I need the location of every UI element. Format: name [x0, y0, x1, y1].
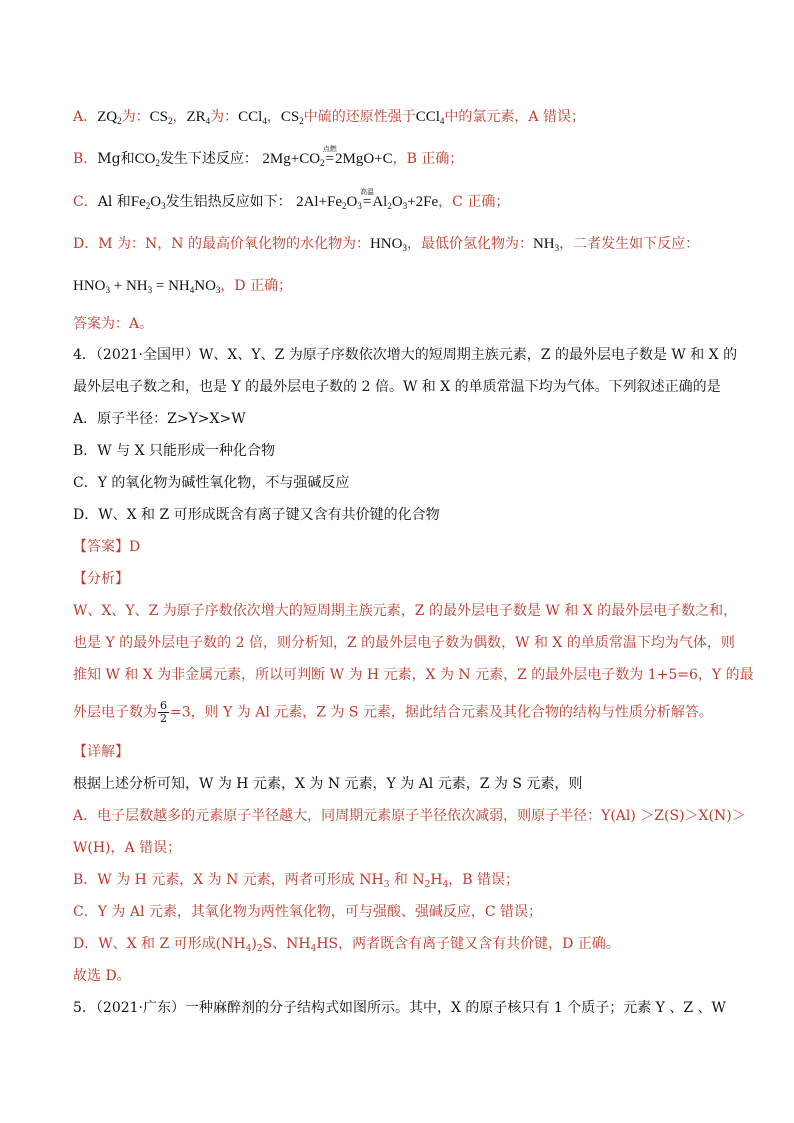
detail-line-0: 根据上述分析可知，W 为 H 元素，X 为 N 元素，Y 为 Al 元素，Z 为 S 元素，则 — [73, 776, 583, 792]
fraction: $\frac{6}{2}$ — [160, 699, 167, 725]
analysis-line-3: 推知 W 和 X 为非金属元素，所以可判断 W 为 H 元素，X 为 N 元素，Z 的最外层电子数为 1+5=6，Y 的最 — [73, 667, 754, 683]
text: M 为：N，N 的最高价氧化物的水化物为： — [98, 236, 370, 252]
option-d: D．W、X 和 Z 可形成既含有离子键又含有共价键的化合物 — [73, 507, 440, 523]
text: ，C 正确； — [438, 194, 510, 210]
question-5-line-1: 5．（2021·广东）一种麻醉剂的分子结构式如图所示。其中，X 的原子核只有 1 个质子；元素 Y 、Z 、W — [73, 1000, 726, 1016]
equation-mg-co2: $2Mg+CO_2$ 点燃 =2MgO+C — [262, 145, 393, 168]
equation-thermite: $2Al+Fe_2O_3$ 高温 $=Al_2O_3+2Fe$ — [296, 188, 439, 211]
text: 中的氯元素，A 错误； — [444, 109, 585, 125]
question-4-line-1: 4．（2021·全国甲）W、X、Y、Z 为原子序数依次增大的短周期主族元素，Z 的最外层电子数是 W 和 X 的 — [73, 347, 738, 363]
formula-ccl4: CCl$_4$ — [415, 109, 445, 126]
question-4-line-2: 最外层电子数之和，也是 Y 的最外层电子数的 2 倍。W 和 X 的单质常温下均为气体。下列叙述正确的是 — [73, 379, 721, 395]
option-label: B． — [73, 151, 98, 167]
text: ，B 正确； — [392, 151, 464, 167]
solution-equation-line — [73, 276, 292, 300]
solution-line-d — [73, 234, 699, 258]
answer-label: 【答案】 — [73, 539, 129, 555]
text: D．W、X 和 Z 可形成(NH — [73, 936, 246, 952]
answer-row — [73, 537, 140, 557]
text: B．W 为 H 元素，X 为 N 元素，两者可形成 NH — [73, 872, 384, 888]
text: ，最低价氢化物为： — [406, 236, 533, 252]
formula-cs2: $CS_2$ — [149, 109, 173, 126]
text: Al 和 — [97, 194, 131, 210]
detail-c: C．Y 为 Al 元素，其氧化物为两性氧化物，可与强酸、强碱反应，C 错误； — [73, 904, 543, 920]
analysis-line-2: 也是 Y 的最外层电子数的 2 倍，则分析知，Z 的最外层电子数为偶数，W 和 X 的单质常温下均为气体，则 — [73, 635, 735, 651]
detail-a-line-1: A．电子层数越多的元素原子半径越大，同周期元素原子半径依次减弱，则原子半径：Y(Al) ＞Z(S)＞X(N)＞ — [73, 808, 746, 824]
option-label: D． — [73, 236, 99, 252]
text: ， — [266, 109, 281, 125]
answer-value: D — [129, 539, 141, 555]
text: HS，两者既含有离子键又含有共价键，D 正确。 — [316, 936, 620, 952]
text: 为： — [210, 109, 239, 125]
solution-line-a — [73, 107, 585, 131]
text: 中硫的还原性强于 — [303, 109, 416, 125]
text: ，B 错误； — [448, 872, 520, 888]
formula-zq2: $ZQ_2$ — [97, 109, 122, 126]
conclusion: 故选 D。 — [73, 968, 131, 984]
reaction-arrow: 点燃 = — [322, 145, 337, 167]
option-label: A． — [73, 109, 98, 125]
formula-hno3: $HNO_3$ — [369, 236, 407, 253]
analysis-line-1: W、X、Y、Z 为原子序数依次增大的短周期主族元素，Z 的最外层电子数是 W 和 X 的最外层电子数之和， — [73, 603, 738, 619]
solution-line-b — [73, 145, 464, 173]
detail-b: B．W 为 H 元素，X 为 N 元素，两者可形成 $NH_3$ 和 $N_2H_4$，B 错误； — [73, 872, 520, 890]
text: ， — [172, 109, 187, 125]
analysis-label: 【分析】 — [73, 571, 129, 587]
reaction-arrow: 高温 = — [360, 188, 375, 210]
detail-a-line-2: W(H)，A 错误； — [73, 840, 182, 856]
detail-d: D．W、X 和 Z 可形成$(NH_4)_2S$、$NH_4HS$，两者既含有离子键又含有共价键，D 正确。 — [73, 936, 620, 954]
analysis-line-4 — [73, 700, 713, 725]
text: 发生铝热反应如下： — [165, 194, 292, 210]
text: 发生下述反应： — [159, 151, 258, 167]
text: Mg和 — [97, 151, 135, 167]
text: 外层电子数为 — [73, 704, 157, 721]
solution-line-c — [73, 188, 510, 216]
text: 和 N — [389, 872, 425, 888]
option-a: A．原子半径：Z>Y>X>W — [73, 411, 246, 427]
text: =3，则 Y 为 Al 元素，Z 为 S 元素，据此结合元素及其化合物的结构与性质分析解答。 — [170, 704, 713, 721]
text: ，二者发生如下反应： — [559, 236, 700, 252]
formula-ccl4: CCl$_4$ — [238, 109, 267, 126]
option-b: B．W 与 X 只能形成一种化合物 — [73, 443, 275, 459]
formula-co2: $CO_2$ — [134, 151, 160, 168]
formula-cs2: $CS_2$ — [280, 109, 304, 126]
formula-fe2o3: $Fe_2O_3$ — [130, 194, 166, 211]
answer-line: 答案为：A。 — [73, 316, 154, 332]
detail-label: 【详解】 — [73, 744, 129, 760]
option-c: C．Y 的氧化物为碱性氧化物，不与强碱反应 — [73, 475, 350, 491]
option-label: C． — [73, 194, 98, 210]
formula-zr4: $ZR_4$ — [186, 109, 211, 126]
text: 为： — [121, 109, 150, 125]
formula-nh3: $NH_3$ — [532, 236, 560, 253]
text: ，D 正确； — [220, 278, 293, 294]
equation-nh4no3: $HNO_3 + NH_3 = NH_4NO_3$ — [73, 278, 221, 295]
